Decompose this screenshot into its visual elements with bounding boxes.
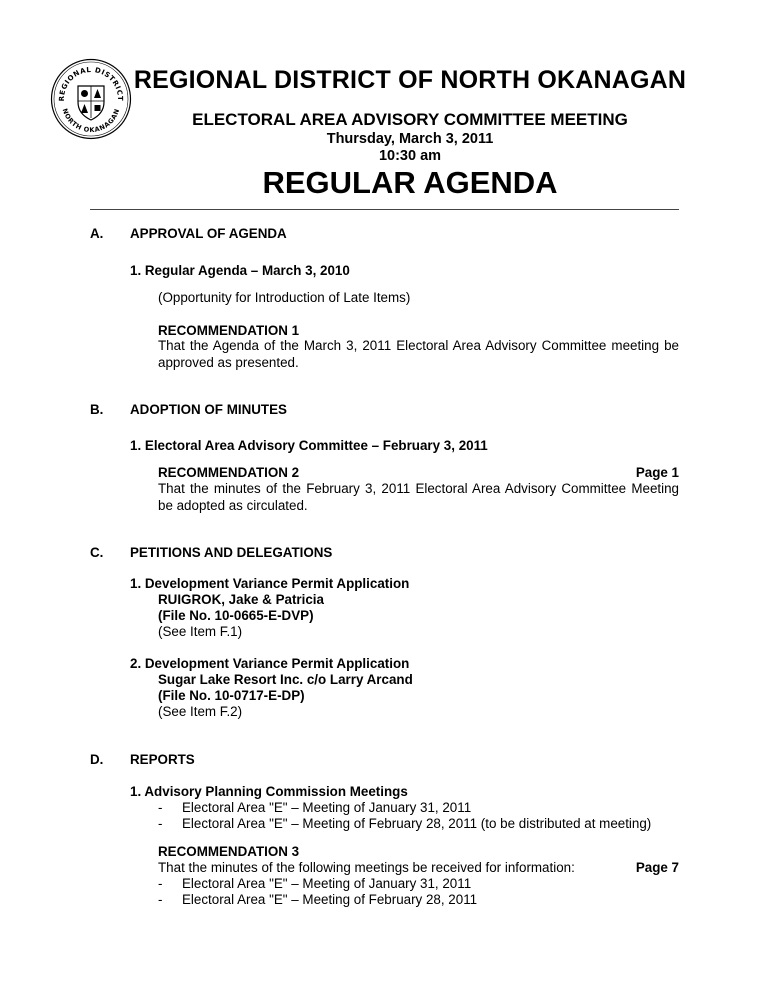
recommendation-2-page: Page 1 bbox=[635, 465, 679, 480]
section-d-item-1-bullet-2: - Electoral Area "E" – Meeting of February 28, 2011 (to be distributed at meeting) bbox=[158, 816, 652, 831]
recommendation-2-heading bbox=[158, 465, 679, 482]
section-b-letter: B. bbox=[90, 402, 104, 417]
section-d-item-1-bullet-1: - Electoral Area "E" – Meeting of January 31, 2011 bbox=[158, 800, 472, 815]
section-c-item-2-see-item: (See Item F.2) bbox=[158, 704, 243, 719]
section-c-letter: C. bbox=[90, 545, 104, 560]
section-c-title: PETITIONS AND DELEGATIONS bbox=[130, 545, 333, 560]
section-a-item-1-note: (Opportunity for Introduction of Late Items) bbox=[158, 290, 411, 305]
recommendation-1-text: That the Agenda of the March 3, 2011 Electoral Area Advisory Committee meeting be approved as presented. bbox=[158, 338, 679, 370]
svg-text:REGIONAL DISTRICT: REGIONAL DISTRICT bbox=[57, 65, 125, 102]
recommendation-2-label: RECOMMENDATION 2 bbox=[158, 465, 300, 480]
recommendation-3-text: That the minutes of the following meetings be received for information: bbox=[158, 860, 575, 875]
section-b-title: ADOPTION OF MINUTES bbox=[130, 402, 287, 417]
recommendation-3-bullet-2: - Electoral Area "E" – Meeting of February 28, 2011 bbox=[158, 892, 478, 907]
svg-text:NORTH OKANAGAN: NORTH OKANAGAN bbox=[60, 107, 122, 135]
meeting-name: ELECTORAL AREA ADVISORY COMMITTEE MEETING bbox=[192, 110, 628, 129]
recommendation-1-label: RECOMMENDATION 1 bbox=[158, 323, 300, 338]
section-d-title: REPORTS bbox=[130, 752, 195, 767]
recommendation-3-label: RECOMMENDATION 3 bbox=[158, 844, 300, 859]
section-c-item-1-applicant: RUIGROK, Jake & Patricia bbox=[158, 592, 324, 607]
section-c-item-1-file-no: (File No. 10-0665-E-DVP) bbox=[158, 608, 314, 623]
organization-name: REGIONAL DISTRICT OF NORTH OKANAGAN bbox=[133, 66, 687, 94]
meeting-date: Thursday, March 3, 2011 bbox=[326, 131, 494, 147]
recommendation-3-page: Page 7 bbox=[635, 860, 679, 875]
recommendation-3-heading bbox=[158, 844, 679, 861]
recommendation-2-text: That the minutes of the February 3, 2011 Electoral Area Advisory Committee Meeting be adopted as circulated. bbox=[158, 481, 679, 513]
section-d-item-1-title: 1. Advisory Planning Commission Meetings bbox=[130, 784, 408, 799]
header-divider bbox=[90, 209, 679, 210]
section-b-item-1-title: 1. Electoral Area Advisory Committee – February 3, 2011 bbox=[130, 438, 488, 453]
section-d-letter: D. bbox=[90, 752, 104, 767]
agenda-title: REGULAR AGENDA bbox=[262, 165, 558, 200]
recommendation-3-bullet-1: - Electoral Area "E" – Meeting of January 31, 2011 bbox=[158, 876, 472, 891]
meeting-time: 10:30 am bbox=[378, 148, 442, 164]
section-a-item-1-title: 1. Regular Agenda – March 3, 2010 bbox=[130, 263, 350, 278]
section-a-title: APPROVAL OF AGENDA bbox=[130, 226, 287, 241]
section-c-item-2-applicant: Sugar Lake Resort Inc. c/o Larry Arcand bbox=[158, 672, 413, 687]
section-c-item-2-file-no: (File No. 10-0717-E-DP) bbox=[158, 688, 305, 703]
section-a-letter: A. bbox=[90, 226, 104, 241]
section-c-item-2-title: 2. Development Variance Permit Application bbox=[130, 656, 410, 671]
section-c-item-1-title: 1. Development Variance Permit Application bbox=[130, 576, 410, 591]
section-c-item-1-see-item: (See Item F.1) bbox=[158, 624, 243, 639]
